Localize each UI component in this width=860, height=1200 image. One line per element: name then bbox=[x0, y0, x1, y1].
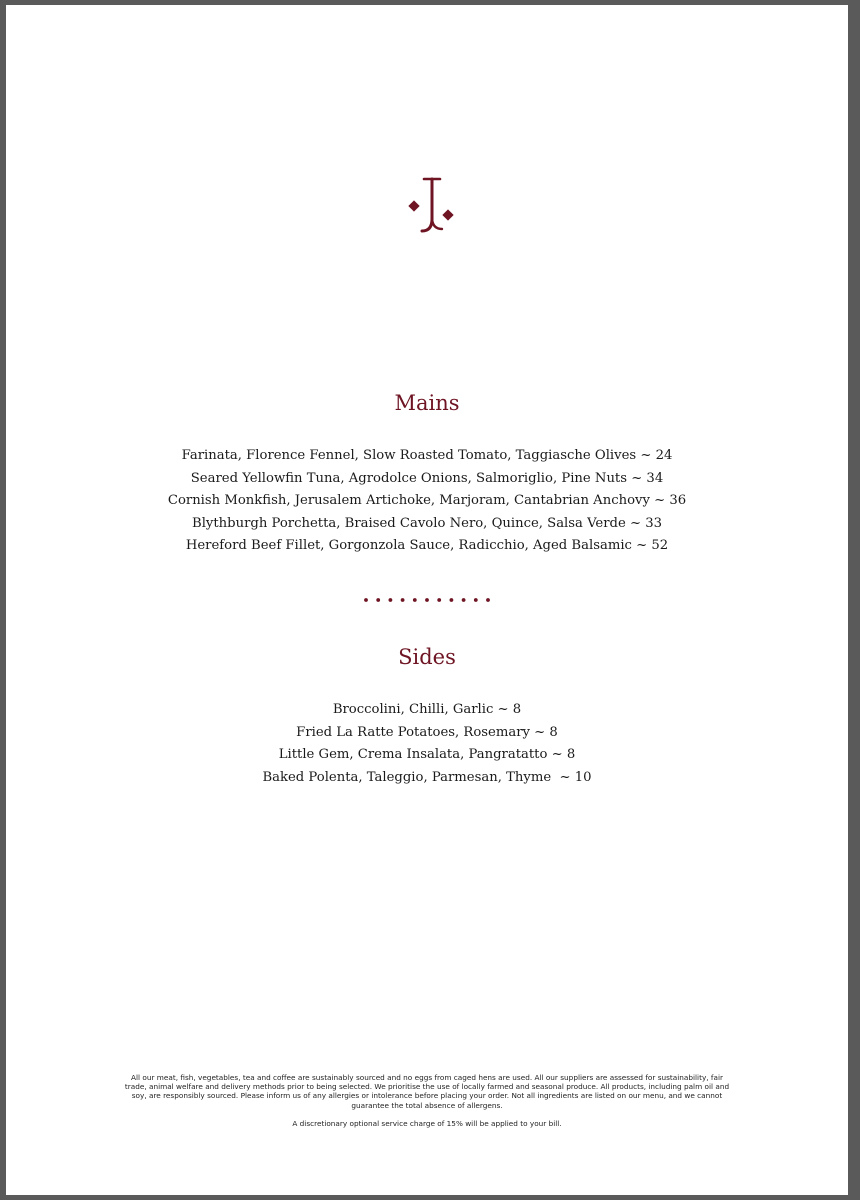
mains-menu-list bbox=[6, 445, 848, 558]
restaurant-monogram-logo-icon bbox=[402, 175, 462, 239]
sides-section-title: Sides bbox=[398, 645, 456, 669]
menu-item: Baked Polenta, Taleggio, Parmesan, Thyme ~ 10 bbox=[262, 769, 592, 785]
sides-menu-list bbox=[6, 699, 848, 789]
menu-item: Fried La Ratte Potatoes, Rosemary ~ 8 bbox=[296, 724, 558, 740]
divider-dot bbox=[462, 598, 466, 602]
divider-dot bbox=[389, 598, 393, 602]
dotted-divider-icon bbox=[361, 595, 493, 605]
divider-dot bbox=[425, 598, 429, 602]
menu-item: Little Gem, Crema Insalata, Pangratatto ~ 8 bbox=[278, 747, 576, 763]
menu-item: Cornish Monkfish, Jerusalem Artichoke, Marjoram, Cantabrian Anchovy ~ 36 bbox=[167, 493, 687, 509]
menu-item: Farinata, Florence Fennel, Slow Roasted Tomato, Taggiasche Olives ~ 24 bbox=[181, 448, 673, 463]
menu-page bbox=[6, 5, 848, 1195]
menu-item: Broccolini, Chilli, Garlic ~ 8 bbox=[332, 702, 522, 717]
menu-item: Hereford Beef Fillet, Gorgonzola Sauce, Radicchio, Aged Balsamic ~ 52 bbox=[185, 538, 669, 554]
divider-dot bbox=[413, 598, 417, 602]
sourcing-allergen-note: All our meat, fish, vegetables, tea and coffee are sustainably sourced and no eggs from caged hens are used. All our suppliers are assessed for sustainability, fair trade, animal welfare and delivery methods prior to being selected. We prioritise the use of locally farmed and seasonal produce. All products, including palm oil and soy, are responsibly sourced. Please inform us of any allergies or intolerance before placing your order. Not all ingredients are listed on our menu, and we cannot guarantee the total absence of allergens. bbox=[124, 1073, 730, 1110]
divider-dot bbox=[364, 598, 368, 602]
divider-dot bbox=[486, 598, 490, 602]
divider-dot bbox=[401, 598, 405, 602]
mains-section-title: Mains bbox=[394, 391, 460, 415]
divider-dot bbox=[376, 598, 380, 602]
divider-dot bbox=[437, 598, 441, 602]
divider-dot bbox=[474, 598, 478, 602]
service-charge-note: A discretionary optional service charge of 15% will be applied to your bill. bbox=[292, 1119, 562, 1128]
menu-item: Seared Yellowfin Tuna, Agrodolce Onions, Salmoriglio, Pine Nuts ~ 34 bbox=[190, 470, 664, 486]
divider-dot bbox=[450, 598, 454, 602]
menu-item: Blythburgh Porchetta, Braised Cavolo Nero, Quince, Salsa Verde ~ 33 bbox=[192, 515, 662, 531]
